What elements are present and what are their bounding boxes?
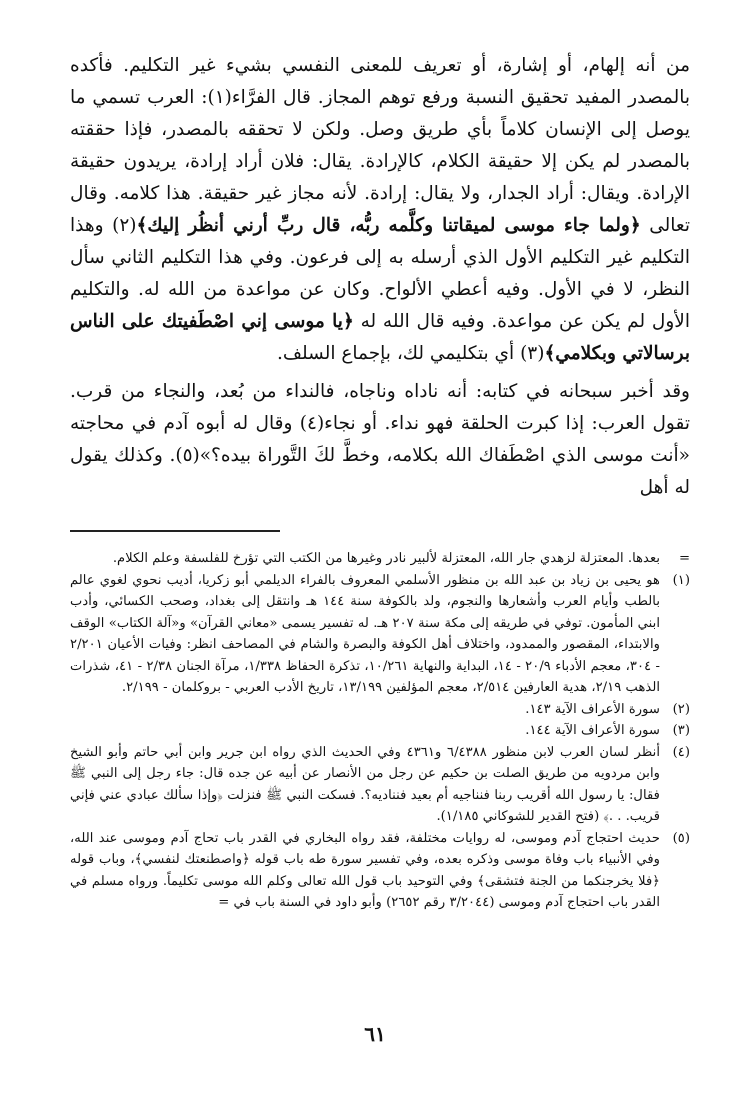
footnote-text: بعدها. المعتزلة لزهدي جار الله، المعتزلة لألبير نادر وغيرها من الكتب التي تؤرخ للفلسفة وعلم الكلام. xyxy=(112,551,660,566)
footnote-marker: = xyxy=(678,551,690,566)
footnote-text: سورة الأعراف الآية ١٤٤. xyxy=(525,723,660,738)
text-run: (١) xyxy=(207,87,232,108)
text-run: من أنه إلهام، أو إشارة، أو تعريف للمعنى النفسي بشيء غير التكليم. فأكده بالمصدر المفيد تحقيق النسبة ورفع توهم المجاز. قال الفرَّاء xyxy=(70,55,690,108)
footnote-text: هو يحيى بن زياد بن عبد الله بن منظور الأسلمي المعروف بالفراء الديلمي أبو زكريا، أديب نحوي لغوي عالم بالطب وأيام العرب وأشعارها والنجوم، ولد بالكوفة سنة ١٤٤ هـ وانتقل إلى بغداد، وصحب الكسائي، وأدب ابني المأمون. توفي في طريقه إلى مكة سنة ٢٠٧ هـ. له تفسير يسمى «معاني القرآن» و«آلة الكتاب» الوقف والابتداء، المقصور والممدود، واختلاف أهل الكوفة والبصرة والشام في المصاحف انظر: وفيات الأعيان ٢/٢٠١ - ٣٠٤، معجم الأدباء ٢٠/٩ - ١٤، البداية والنهاية ١٠/٢٦١، تذكرة الحفاظ ١/٣٣٨، مرآة الجنان ٢/٣٨ - ٤١، شذرات الذهب ٢/١٩، هدية العارفين ٢/٥١٤، معجم المؤلفين ١٣/١٩٩، تاريخ الأدب العربي - بروكلمان - ٢/١٩٩. xyxy=(70,572,661,695)
footnote xyxy=(70,570,690,699)
footnote-text: سورة الأعراف الآية ١٤٣. xyxy=(525,701,660,717)
text-run: (٣) xyxy=(520,343,545,364)
quran-quote: ﴿ولما جاء موسى لميقاتنا وكلَّمه ربُّه، قال ربِّ أرني أنظُر إليك﴾ xyxy=(136,215,641,236)
paragraph xyxy=(70,50,690,370)
footnotes xyxy=(70,548,690,914)
quran-quote: ﴿يا موسى إني اصْطَفيتك على الناس برسالاتي وبكلامي﴾ xyxy=(70,311,690,364)
footnote-text: أنظر لسان العرب لابن منظور ٦/٤٣٨٨ و٤٣٦١ وفي الحديث الذي رواه ابن جرير وابن أبي حاتم وأبو الشيخ وابن مردويه من طريق الصلت بن حكيم عن رجل من الأنصار عن أبيه عن جده قال: جاء رجل إلى النبي ﷺ فقال: يا رسول الله أقريب ربنا فنناجيه أم بعيد فنناديه؟. فسكت النبي ﷺ فنزلت ﴿وإذا سألك عبادي عني فإني قريب. . .﴾ (فتح القدير للشوكاني ١/١٨٥). xyxy=(70,744,660,824)
main-text xyxy=(70,50,690,504)
text-run: : العرب تسمي ما يوصل إلى الإنسان كلاماً بأي طريق وصل. ولكن لا تحققه بالمصدر، فإذا حققته بالمصدر لم يكن إلا حقيقة الكلام، كالإرادة. يقال: فلان أراد إرادة، يريدون حقيقة الإرادة. ويقال: أراد الجدار، ولا يقال: إرادة. لأنه مجاز غير حقيقة. هذا كلامه. وقال تعالى xyxy=(70,87,690,236)
text-run: (٤) xyxy=(299,413,325,434)
text-run: (٢) xyxy=(112,215,137,236)
footnote xyxy=(70,548,690,570)
footnote-marker: (٣) xyxy=(672,723,690,738)
page-body xyxy=(70,50,690,914)
footnote-marker: (٥) xyxy=(672,830,690,846)
text-run: . وكذلك يقول له أهل xyxy=(70,445,690,498)
footnote-marker: (٢) xyxy=(672,701,690,717)
footnote-marker: (١) xyxy=(672,572,690,588)
text-run: أي بتكليمي لك، بإجماع السلف. xyxy=(277,343,521,364)
text-run: (٥) xyxy=(175,445,200,466)
page-number: ٦١ xyxy=(364,1022,386,1046)
footnote xyxy=(70,742,690,828)
footnote xyxy=(70,699,690,721)
footnote xyxy=(70,828,690,914)
footnote-text: حديث احتجاج آدم وموسى، له روايات مختلفة، فقد رواه البخاري في القدر باب تحاج آدم وموسى عند الله، وفي الأنبياء باب وفاة موسى وذكره بعده، وفي تفسير سورة طه باب قوله ﴿واصطنعتك لنفسي﴾، وباب قوله ﴿فلا يخرجنكما من الجنة فتشقى﴾ وفي التوحيد باب قول الله تعالى وكلم الله موسى تكليماً. ورواه مسلم في القدر باب احتجاج آدم وموسى (٣/٢٠٤٤ رقم ٢٦٥٢) وأبو داود في السنة باب في = xyxy=(70,830,660,910)
footnote-marker: (٤) xyxy=(672,744,690,760)
paragraph xyxy=(70,376,690,504)
text-run: وقال له أبوه آدم في محاجته «أنت موسى الذي اصْطَفاك الله بكلامه، وخطَّ لكَ التَّوراة بيده؟» xyxy=(70,413,690,466)
footnote-divider xyxy=(70,530,280,532)
text-run: وقد أخبر سبحانه في كتابه: أنه ناداه وناجاه، فالنداء من بُعد، والنجاء من قرب. تقول العرب: إذا كبرت الحلقة فهو نداء. أو نجاء xyxy=(70,381,690,434)
footnote xyxy=(70,720,690,742)
text-run: وهذا التكليم غير التكليم الأول الذي أرسله به إلى فرعون. وفي هذا التكليم الثاني سأل النظر، لا في الأول. وفيه أعطي الألواح. وكان عن مواعدة من الله له. والتكليم الأول لم يكن عن مواعدة. وفيه قال الله له xyxy=(70,215,690,332)
